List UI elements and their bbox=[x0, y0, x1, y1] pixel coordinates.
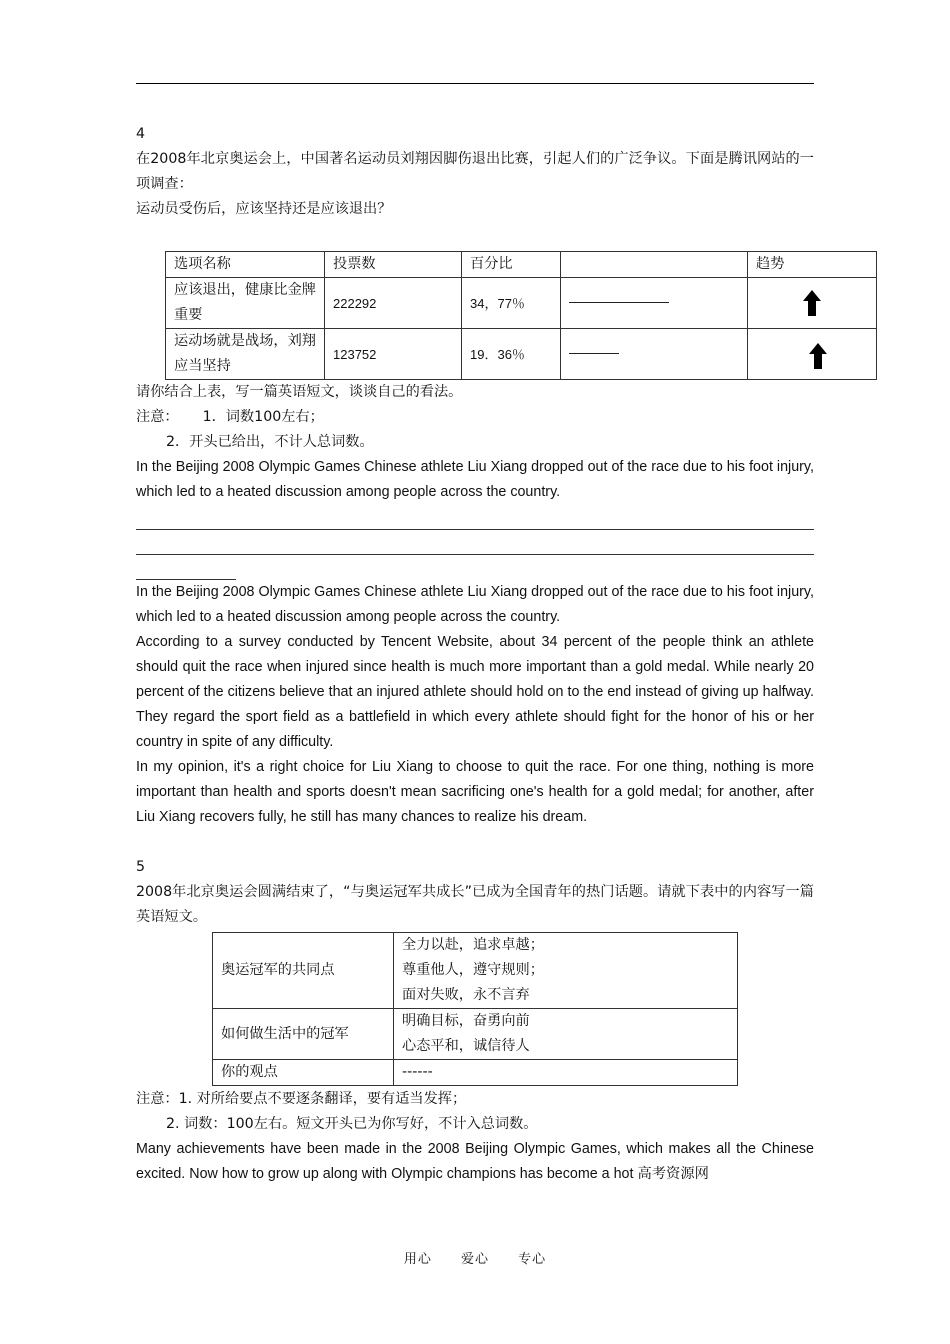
footer-word: 爱心 bbox=[460, 1252, 489, 1267]
row2-bar-cell bbox=[561, 329, 748, 380]
row1-votes: 222292 bbox=[325, 278, 462, 329]
opinion-value: ------ bbox=[394, 1060, 738, 1086]
q4-number: 4 bbox=[136, 126, 146, 142]
row2-percent: 19．36％ bbox=[462, 329, 561, 380]
q5-opening-tail: 高考资源网 bbox=[637, 1166, 709, 1182]
q4-task: 请你结合上表，写一篇英语短文，谈谈自己的看法。 bbox=[136, 384, 463, 400]
q5-intro: 2008年北京奥运会圆满结束了，“与奥运冠军共成长”已成为全国青年的热门话题。请就下表中的内容写一篇英语短文。 bbox=[136, 884, 814, 925]
row1-bar-cell bbox=[561, 278, 748, 329]
answer-line[interactable] bbox=[136, 505, 814, 530]
footer-word: 专心 bbox=[518, 1252, 547, 1267]
header-trend: 趋势 bbox=[748, 252, 877, 278]
header-option: 选项名称 bbox=[166, 252, 325, 278]
common-point: 全力以赴，追求卓越； bbox=[402, 937, 544, 953]
row1-trend bbox=[748, 278, 877, 329]
common-points-cell bbox=[394, 933, 738, 1009]
q5-note-2: 2. 词数：100左右。短文开头已为你写好，不计入总词数。 bbox=[166, 1116, 538, 1132]
row2-vote-bar bbox=[569, 353, 619, 354]
document-body bbox=[136, 122, 814, 1187]
opinion-label: 你的观点 bbox=[213, 1060, 394, 1086]
note-item-1: 1．词数100左右； bbox=[202, 409, 324, 425]
row2-votes: 123752 bbox=[325, 329, 462, 380]
common-point: 尊重他人，遵守规则； bbox=[402, 962, 544, 978]
survey-table bbox=[165, 251, 877, 380]
answer-paragraph-2: According to a survey conducted by Tencent Website, about 34 percent of the people think an athlete should quit the race when injured since health is much more important than a gold medal. While nearly 20 percent of the citizens believe that an injured athlete should hold on to the end instead of giving up halfway. They regard the sport field as a battlefield in which every athlete should fight for the honor of his or her country in spite of any difficulty. bbox=[136, 634, 814, 750]
q4-note-1 bbox=[136, 405, 814, 430]
champion-table bbox=[212, 932, 738, 1086]
header-bar bbox=[561, 252, 748, 278]
q5-opening-text: Many achievements have been made in the 2008 Beijing Olympic Games, which makes all the Chinese excited. Now how to grow up along with Olympic champions has become a hot bbox=[136, 1141, 814, 1182]
table-header-row bbox=[166, 252, 877, 278]
header-percent: 百分比 bbox=[462, 252, 561, 278]
life-point: 心态平和，诚信待人 bbox=[402, 1038, 530, 1054]
footer-word: 用心 bbox=[403, 1252, 432, 1267]
q5-note-1: 注意：1. 对所给要点不要逐条翻译，要有适当发挥； bbox=[136, 1091, 467, 1107]
row1-option: 应该退出，健康比金牌重要 bbox=[166, 278, 325, 329]
q5-opening bbox=[136, 1137, 814, 1187]
life-champion-cell bbox=[394, 1009, 738, 1060]
q4-opening: In the Beijing 2008 Olympic Games Chinese athlete Liu Xiang dropped out of the race due to his foot injury, which led to a heated discussion among people across the country. bbox=[136, 459, 814, 500]
common-points-label: 奥运冠军的共同点 bbox=[213, 933, 394, 1009]
q4-note-2: 2．开头已给出，不计人总词数。 bbox=[166, 434, 374, 450]
life-champion-label: 如何做生活中的冠军 bbox=[213, 1009, 394, 1060]
header-rule bbox=[136, 83, 814, 84]
q4-question: 运动员受伤后，应该坚持还是应该退出？ bbox=[136, 201, 392, 217]
table-row bbox=[213, 1060, 738, 1086]
answer-paragraph-3: In my opinion, it's a right choice for Liu Xiang to choose to quit the race. For one thing, nothing is more important than health and sports doesn't mean sacrificing one's health for a gold medal; for another, after Liu Xiang recovers fully, he still has many chances to realize his dream. bbox=[136, 759, 814, 825]
row2-option: 运动场就是战场，刘翔应当坚持 bbox=[166, 329, 325, 380]
header-votes: 投票数 bbox=[325, 252, 462, 278]
page-footer bbox=[0, 1248, 950, 1267]
up-arrow-icon bbox=[808, 342, 828, 370]
table-row bbox=[166, 278, 877, 329]
life-point: 明确目标，奋勇向前 bbox=[402, 1013, 530, 1029]
answer-paragraph-1: In the Beijing 2008 Olympic Games Chinese athlete Liu Xiang dropped out of the race due to his foot injury, which led to a heated discussion among people across the country. bbox=[136, 584, 814, 625]
table-row bbox=[166, 329, 877, 380]
answer-line[interactable] bbox=[136, 530, 814, 555]
row1-vote-bar bbox=[569, 302, 669, 303]
up-arrow-icon bbox=[802, 289, 822, 317]
row1-percent: 34，77％ bbox=[462, 278, 561, 329]
q4-intro: 在2008年北京奥运会上，中国著名运动员刘翔因脚伤退出比赛，引起人们的广泛争议。下面是腾讯网站的一项调查： bbox=[136, 151, 814, 192]
row2-trend bbox=[748, 329, 877, 380]
common-point: 面对失败，永不言弃 bbox=[402, 987, 530, 1003]
answer-line-short[interactable] bbox=[136, 555, 236, 580]
q5-number: 5 bbox=[136, 859, 146, 875]
table-row bbox=[213, 933, 738, 1009]
table-row bbox=[213, 1009, 738, 1060]
note-label: 注意： bbox=[136, 409, 179, 425]
